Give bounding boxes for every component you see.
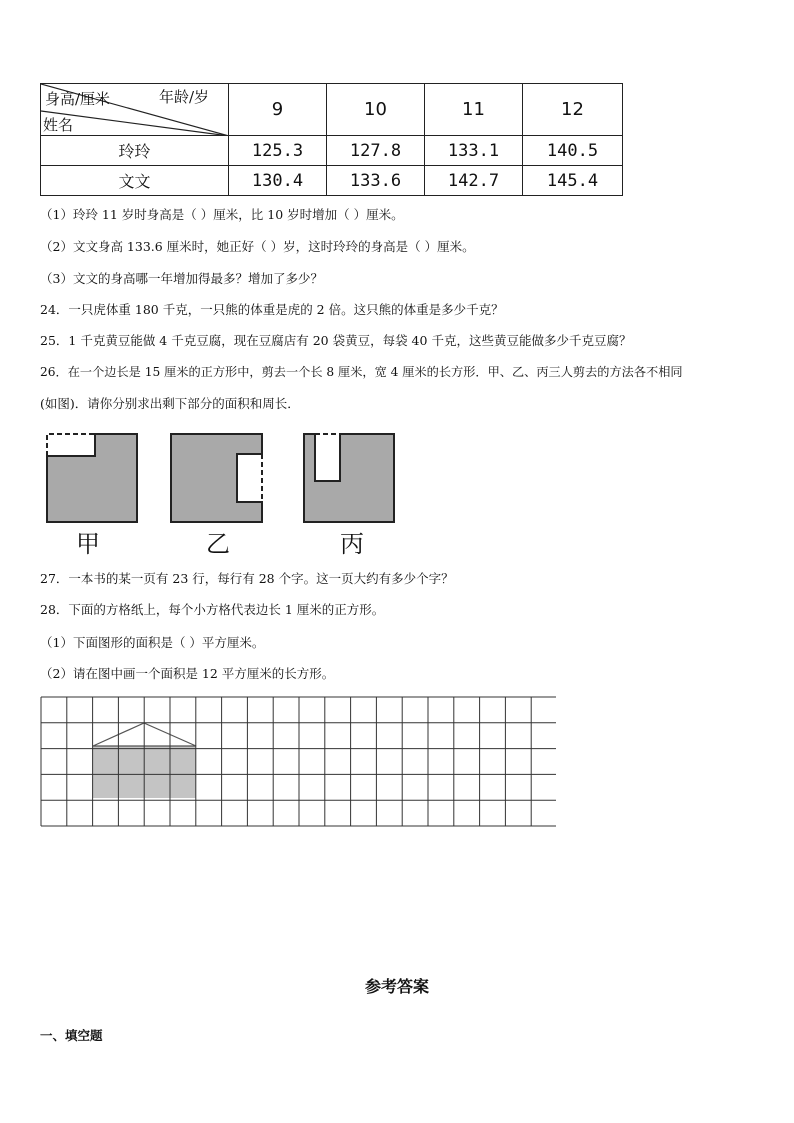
header-name-label: 姓名 — [43, 116, 74, 134]
question-27: 27．一本书的某一页有 23 行，每行有 28 个字。这一页大约有多少个字？ — [40, 571, 454, 586]
question-28-1: （1）下面图形的面积是（ ）平方厘米。 — [40, 635, 265, 650]
table-cell: 133.1 — [425, 136, 523, 166]
table-cell: 130.4 — [229, 166, 327, 196]
section-title: 一、填空题 — [40, 1028, 103, 1043]
answer-title: 参考答案 — [364, 977, 429, 996]
table-cell: 127.8 — [327, 136, 425, 166]
question-28: 28．下面的方格纸上，每个小方格代表边长 1 厘米的正方形。 — [40, 602, 385, 617]
figure-label-bing: 丙 — [340, 530, 364, 558]
table-cell: 125.3 — [229, 136, 327, 166]
question-25: 25．1 千克黄豆能做 4 千克豆腐，现在豆腐店有 20 袋黄豆，每袋 40 千克，这些黄豆能做多少千克豆腐？ — [40, 333, 632, 348]
age-header: 9 — [229, 84, 327, 136]
question-23-3: （3）文文的身高哪一年增加得最多？增加了多少？ — [40, 271, 323, 286]
age-header: 10 — [327, 84, 425, 136]
table-cell: 140.5 — [523, 136, 623, 166]
row-name: 文文 — [41, 166, 229, 196]
grid-paper — [40, 694, 556, 828]
question-26-line1: 26．在一个边长是 15 厘米的正方形中，剪去一个长 8 厘米，宽 4 厘米的长方形．甲、乙、丙三人剪去的方法各不相同 — [40, 365, 683, 379]
grid-lines — [41, 697, 556, 826]
figure-yi — [171, 434, 262, 522]
question-24: 24．一只虎体重 180 千克，一只熊的体重是虎的 2 倍。这只熊的体重是多少千克？ — [40, 302, 504, 317]
figure-label-jia: 甲 — [76, 530, 100, 558]
height-table — [40, 83, 623, 196]
figure-label-yi: 乙 — [206, 530, 230, 558]
table-cell: 142.7 — [425, 166, 523, 196]
figure-bing — [304, 434, 394, 522]
figure-jia — [47, 434, 137, 522]
table-row — [41, 136, 623, 166]
header-age-label: 年龄/岁 — [159, 88, 210, 106]
table-cell: 133.6 — [327, 166, 425, 196]
question-26-line2: (如图)．请你分别求出剩下部分的面积和周长． — [40, 396, 300, 411]
question-23-2: （2）文文身高 133.6 厘米时，她正好（ ）岁，这时玲玲的身高是（ ）厘米。 — [40, 239, 475, 254]
question-28-2: （2）请在图中画一个面积是 12 平方厘米的长方形。 — [40, 666, 335, 681]
age-header: 11 — [425, 84, 523, 136]
age-header: 12 — [523, 84, 623, 136]
question-23-1: （1）玲玲 11 岁时身高是（ ）厘米，比 10 岁时增加（ ）厘米。 — [40, 207, 404, 222]
row-name: 玲玲 — [41, 136, 229, 166]
table-cell: 145.4 — [523, 166, 623, 196]
table-row — [41, 166, 623, 196]
table-header-diagonal-cell — [41, 84, 229, 136]
cut-square-figures — [40, 428, 400, 528]
header-height-label: 身高/厘米 — [45, 90, 111, 108]
